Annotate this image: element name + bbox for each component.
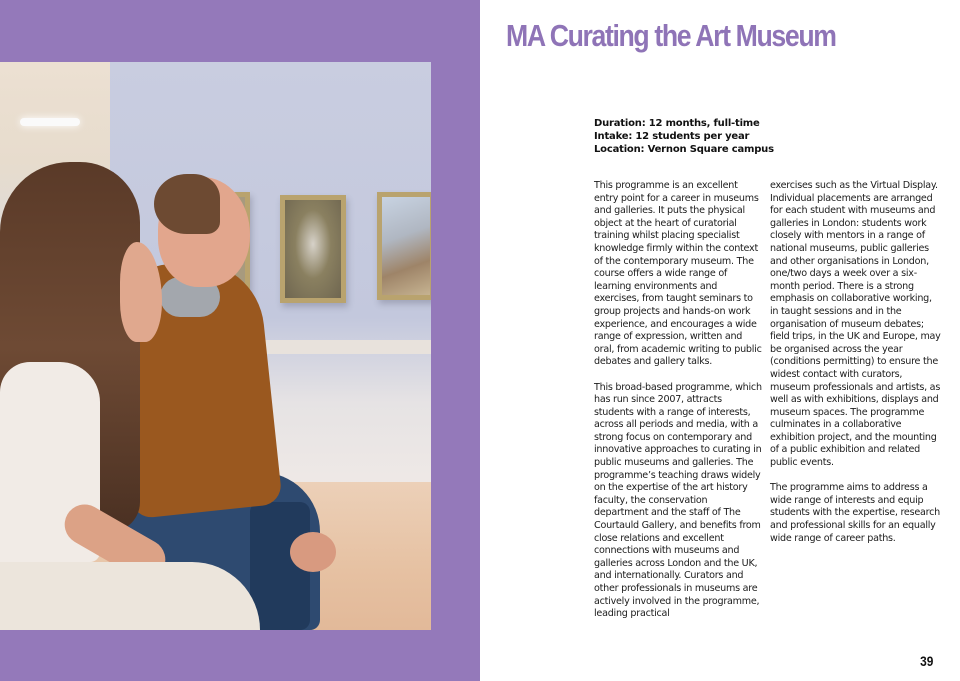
- body-paragraph: The programme aims to address a wide range of interests and equip students with the expertise, research and professional skills for an equally wide range of career paths.: [770, 482, 940, 544]
- photo-man-hands: [290, 532, 336, 572]
- page-title: MA Curating the Art Museum: [506, 18, 836, 53]
- intake-fact: Intake: 12 students per year: [594, 131, 750, 142]
- painting-frame: [377, 192, 431, 300]
- gallery-photo: [0, 62, 431, 630]
- course-facts: [594, 117, 774, 156]
- photo-woman-skirt: [0, 562, 260, 630]
- body-paragraph: This programme is an excellent entry point for a career in museums and galleries. It puts the physical object at the heart of curatorial training whilst placing specialist knowledge firmly within the context of the contemporary museum. The course offers a wide range of learning environments and exercises, from taught seminars to group projects and hands-on work experience, and encourages a wide range of expression, written and oral, from academic writing to public debates and gallery talks.: [594, 180, 762, 368]
- body-paragraph: This broad-based programme, which has run since 2007, attracts students with a range of interests, across all periods and media, with a strong focus on contemporary and innovative approaches to curating in public museums and galleries. The programme’s teaching draws widely on the expertise of the art history faculty, the conservation department and the staff of The Courtauld Gallery, and benefits from close relations and excellent connections with museums and galleries across London and the UK, and internationally. Curators and other professionals in museums are actively involved in the programme, leading practical: [594, 381, 762, 620]
- body-column-left: [594, 180, 762, 633]
- painting-frame: [280, 195, 346, 303]
- location-fact: Location: Vernon Square campus: [594, 144, 774, 155]
- photo-man-hair: [154, 174, 220, 234]
- duration-fact: Duration: 12 months, full-time: [594, 118, 760, 129]
- body-paragraph: exercises such as the Virtual Display. Individual placements are arranged for each student with museums and galleries in London: students work closely with mentors in a range of national museums, public galleries and other organisations in London, one/two days a week over a six-month period. There is a strong emphasis on collaborative working, in taught sessions and in the organisation of museum debates; field trips, in the UK and Europe, may be organised across the year (conditions permitting) to ensure the widest contact with curators, museum professionals and artists, as well as with exhibitions, displays and museum spaces. The programme culminates in a collaborative exhibition project, and the mounting of a public exhibition and related public events.: [770, 180, 941, 469]
- photo-light: [20, 118, 80, 126]
- body-column-right: [770, 180, 942, 558]
- photo-woman-face: [120, 242, 162, 342]
- page-number: 39: [920, 653, 934, 669]
